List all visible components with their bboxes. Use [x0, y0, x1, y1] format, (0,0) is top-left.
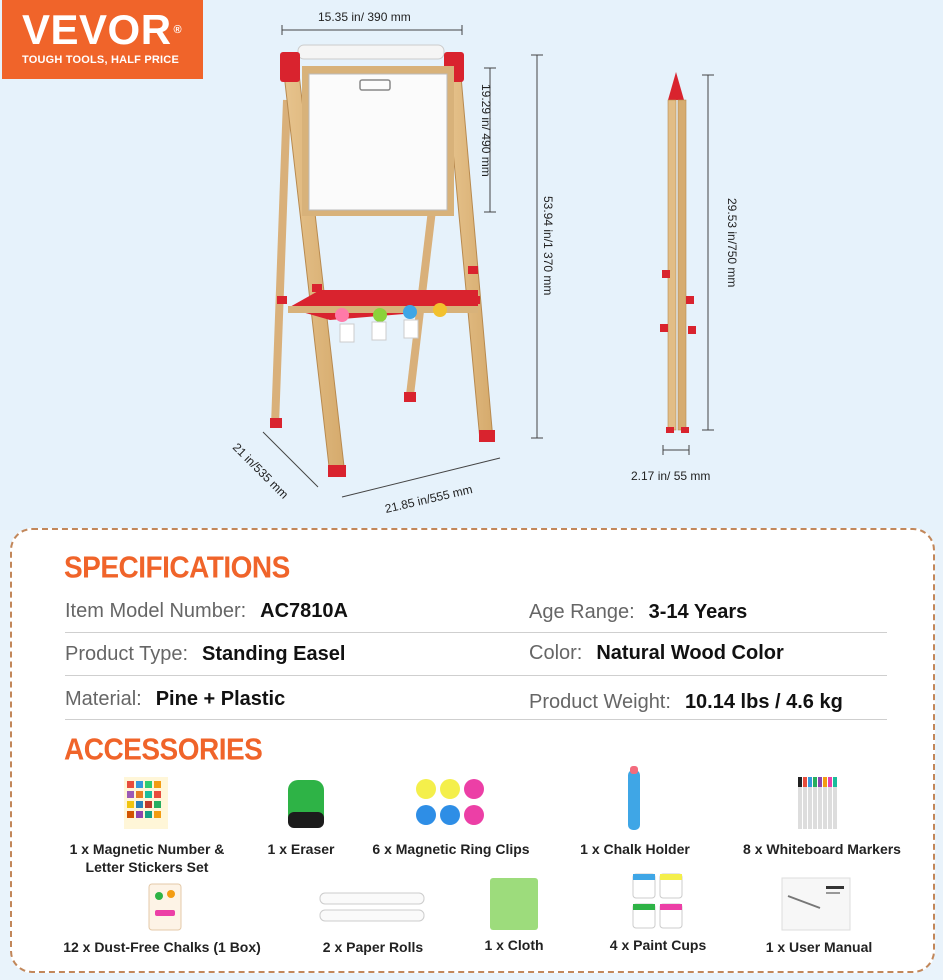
spec-label: Product Type: — [65, 643, 189, 665]
spec-color — [529, 642, 784, 665]
dim-base-width: 21.85 in/555 mm — [383, 482, 474, 516]
accessory-label: 6 x Magnetic Ring Clips — [372, 841, 530, 857]
registered-mark: ® — [173, 24, 183, 36]
dim-folded-thickness: 2.17 in/ 55 mm — [631, 469, 711, 483]
accessory-label: 8 x Whiteboard Markers — [743, 841, 901, 857]
spec-value: Natural Wood Color — [596, 642, 784, 664]
brand-name: VEVOR — [22, 6, 172, 53]
spec-weight — [529, 691, 843, 714]
chalk-holder-image — [626, 766, 642, 832]
spec-label: Item Model Number: — [65, 600, 247, 622]
easel-folded-side-view — [660, 72, 696, 433]
accessory-stickers — [52, 840, 242, 876]
paper-rolls-image — [318, 890, 428, 924]
dim-folded-height: 29.53 in/750 mm — [725, 198, 739, 288]
cloth-image — [488, 876, 540, 932]
divider — [65, 675, 887, 676]
accessory-paint-cups — [588, 936, 728, 954]
accessory-label: 1 x User Manual — [765, 939, 873, 955]
spec-model-number — [65, 600, 348, 623]
accessory-chalks — [42, 938, 282, 956]
paint-cups-image — [630, 870, 686, 934]
accessory-label: 1 x Eraser — [267, 841, 335, 857]
specifications-card — [10, 528, 935, 973]
accessory-markers — [722, 840, 922, 858]
spec-material — [65, 688, 285, 711]
spec-age-range — [529, 601, 747, 624]
dim-board-width: 15.35 in/ 390 mm — [318, 10, 411, 24]
chalk-box-image — [147, 882, 183, 932]
spec-value: 10.14 lbs / 4.6 kg — [684, 691, 843, 713]
accessory-label: 1 x Cloth — [484, 937, 544, 953]
letter-stickers-image — [124, 777, 168, 829]
accessory-label: 1 x Magnetic Number & — [69, 841, 225, 857]
accessory-label: 1 x Chalk Holder — [580, 841, 690, 857]
accessory-user-manual — [744, 938, 894, 956]
spec-label: Material: — [65, 688, 142, 710]
spec-label: Product Weight: — [529, 691, 671, 713]
dim-total-height: 53.94 in/1 370 mm — [541, 196, 555, 296]
specifications-title: SPECIFICATIONS — [64, 550, 290, 585]
spec-label: Color: — [529, 642, 583, 664]
accessory-chalk-holder — [560, 840, 710, 858]
accessory-label: 4 x Paint Cups — [609, 937, 707, 953]
spec-value: Pine + Plastic — [155, 688, 286, 710]
spec-product-type — [65, 643, 345, 666]
accessory-cloth — [464, 936, 564, 954]
spec-label: Age Range: — [529, 601, 635, 623]
accessory-eraser — [246, 840, 356, 858]
spec-value: 3-14 Years — [648, 601, 748, 623]
divider — [65, 632, 887, 633]
accessory-label: 2 x Paper Rolls — [322, 939, 424, 955]
brand-tagline: TOUGH TOOLS, HALF PRICE — [22, 54, 179, 66]
ring-clips-image — [414, 777, 486, 829]
easel-front-view — [270, 45, 495, 477]
dim-board-height: 19.29 in/ 490 mm — [479, 84, 493, 177]
accessory-label: 12 x Dust-Free Chalks (1 Box) — [63, 939, 261, 955]
spec-value: AC7810A — [260, 600, 348, 622]
dim-depth: 21 in/535 mm — [229, 440, 292, 502]
accessories-title: ACCESSORIES — [64, 732, 263, 767]
eraser-image — [286, 778, 326, 830]
accessory-label: Letter Stickers Set — [85, 859, 209, 875]
accessory-ring-clips — [356, 840, 546, 858]
whiteboard-markers-image — [796, 775, 840, 831]
spec-value: Standing Easel — [202, 643, 346, 665]
accessory-paper-rolls — [298, 938, 448, 956]
divider — [65, 719, 887, 720]
user-manual-image — [780, 876, 852, 932]
